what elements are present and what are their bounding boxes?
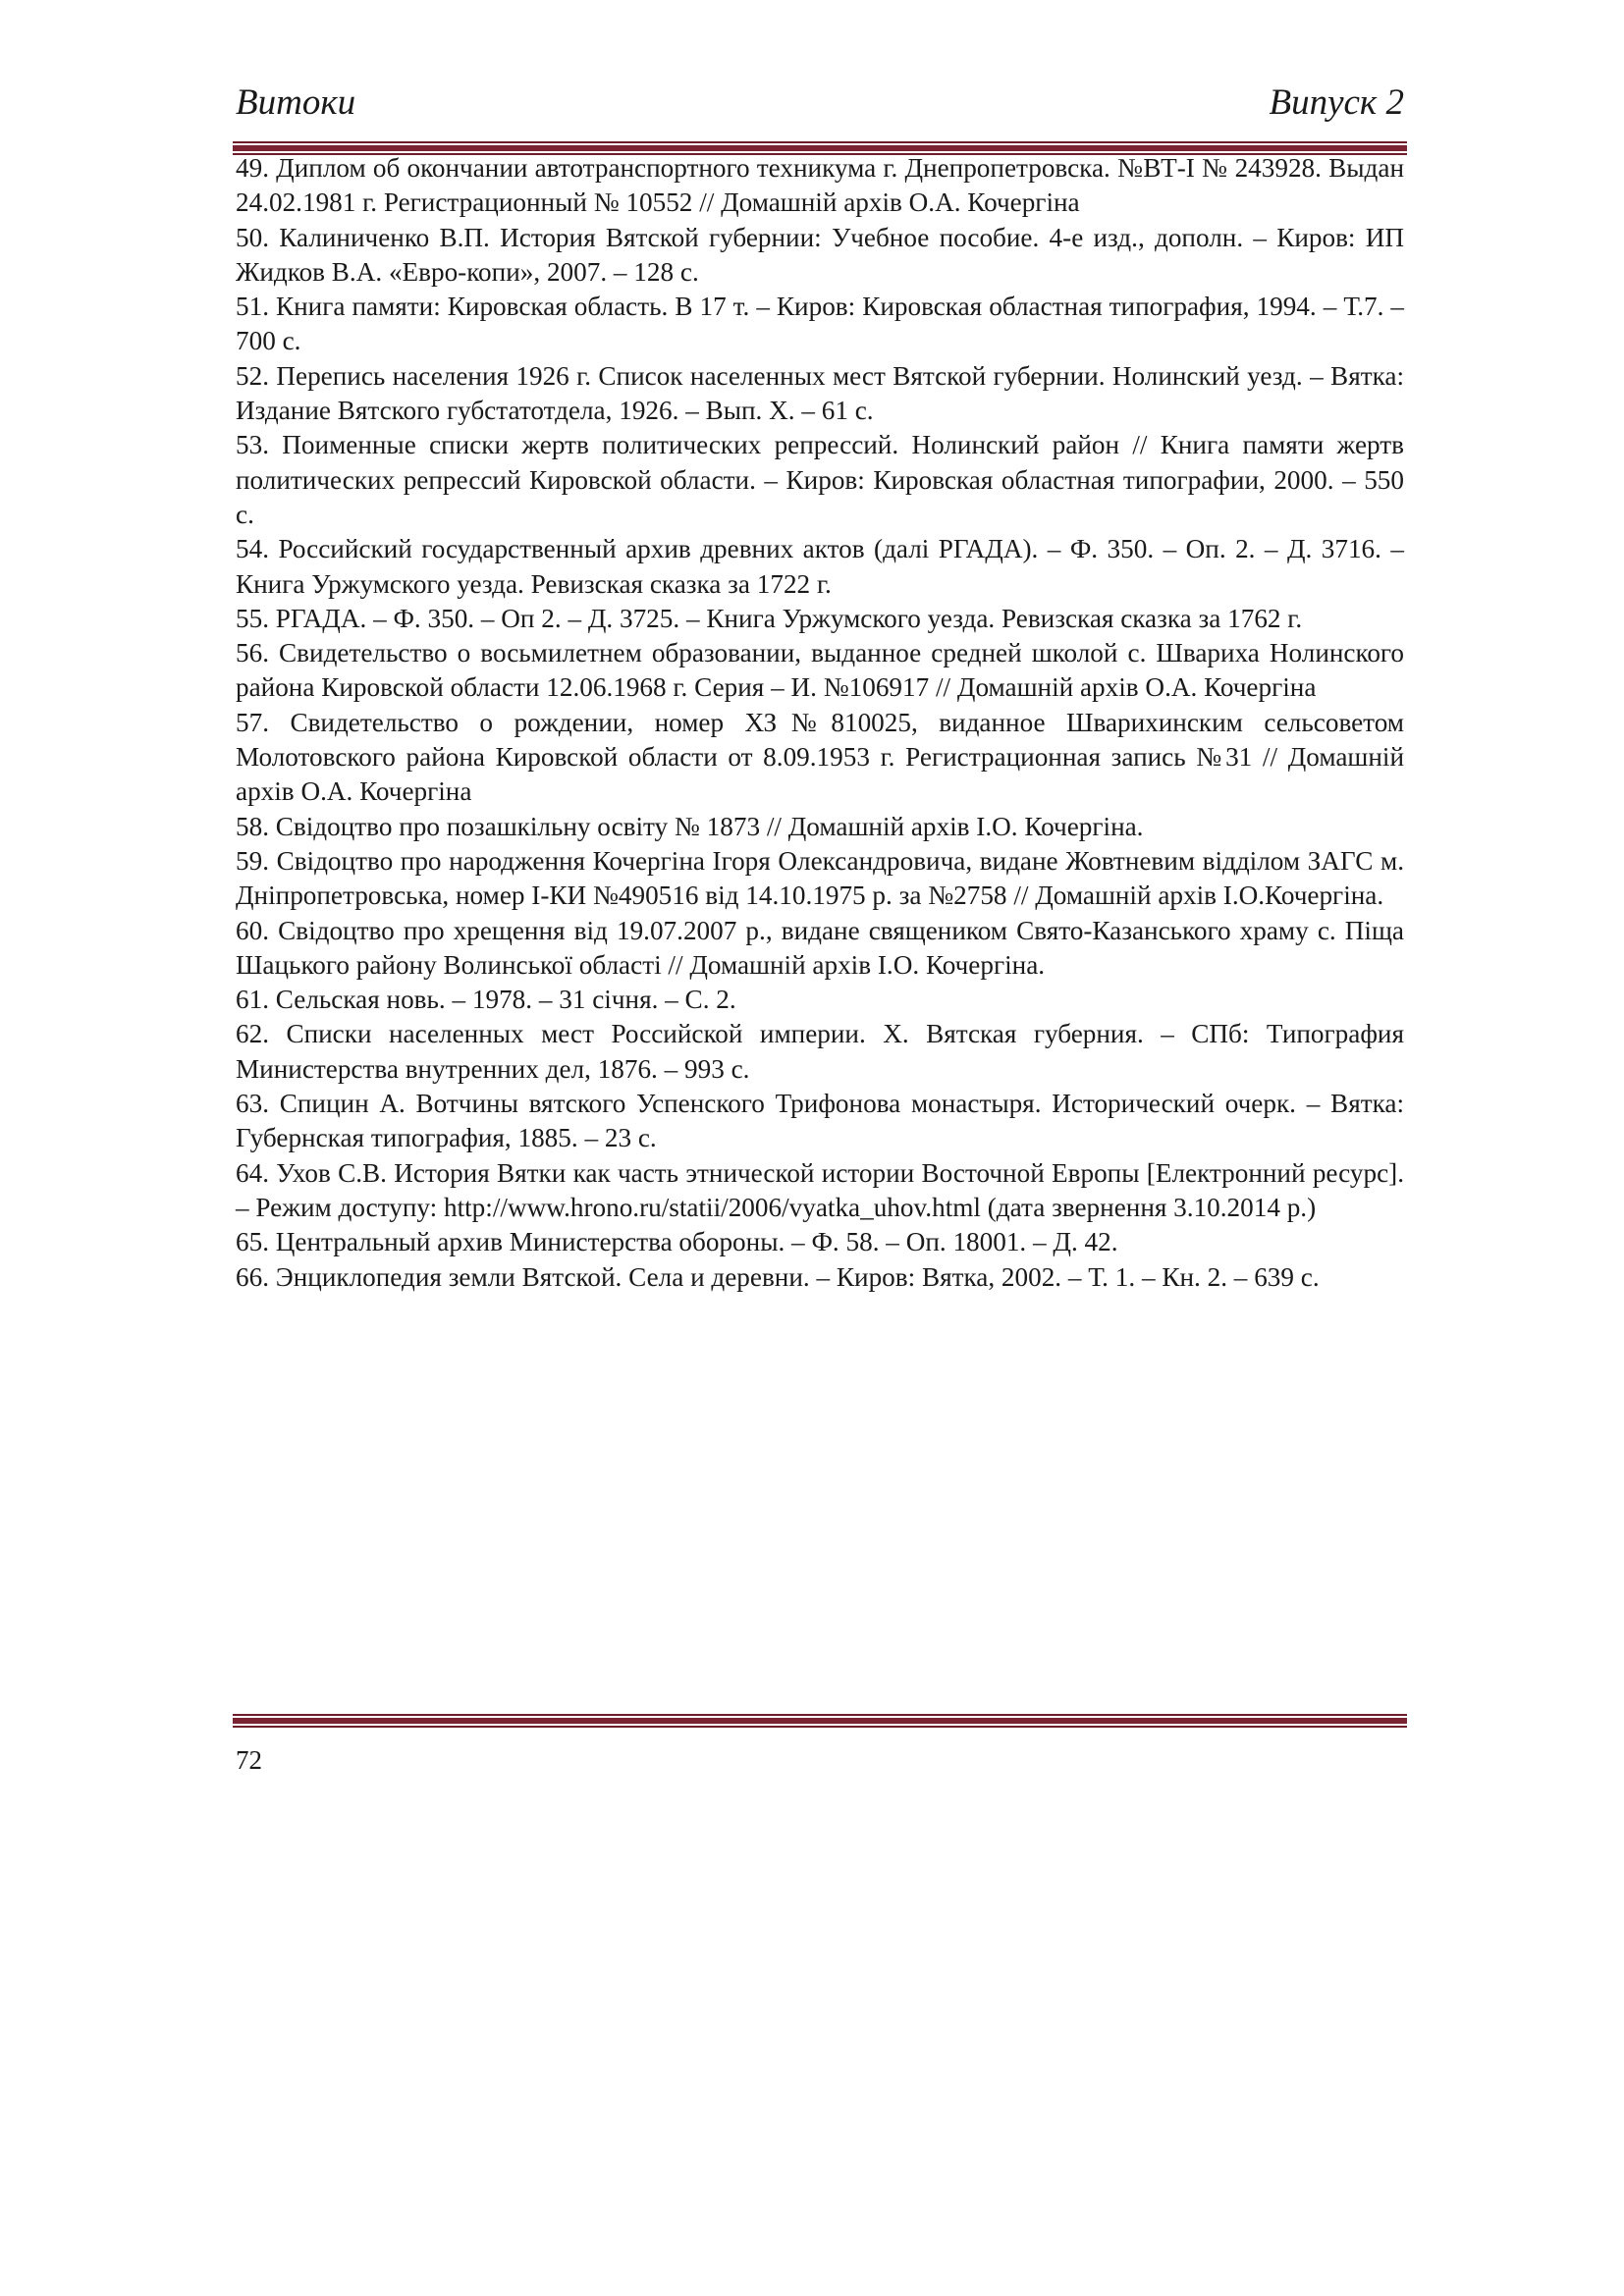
reference-entry: 63. Спицин А. Вотчины вятского Успенского Трифонова монастыря. Исторический очерк. – Вятка: Губернская типография, 1885. – 23 с. [236,1089,1404,1153]
reference-entry: 49. Диплом об окончании автотранспортного техникума г. Днепропетровска. №ВТ-І № 243928. Выдан 24.02.1981 г. Регистрационный № 10552 // Домашній архів О.А. Кочергіна [236,153,1404,218]
references-list [236,151,1404,1295]
reference-entry: 62. Списки населенных мест Российской империи. Х. Вятская губерния. – СПб: Типография Министерства внутренних дел, 1876. – 993 с. [236,1019,1404,1084]
reference-entry: 50. Калиниченко В.П. История Вятской губернии: Учебное пособие. 4-е изд., дополн. – Киров: ИП Жидков В.А. «Евро-копи», 2007. – 128 с. [236,222,1404,287]
footer-divider [233,1714,1407,1728]
reference-entry: 58. Свідоцтво про позашкільну освіту № 1873 // Домашній архів І.О. Кочергіна. [236,811,1144,841]
reference-entry: 66. Энциклопедия земли Вятской. Села и деревни. – Киров: Вятка, 2002. – Т. 1. – Кн. 2. – 639 с. [236,1261,1320,1292]
reference-entry: 59. Свідоцтво про народження Кочергіна Ігоря Олександровича, видане Жовтневим відділом ЗАГС м. Дніпропетровська, номер І-КИ №490516 від 14.10.1975 р. за №2758 // Домашній архів І.О.Кочергіна. [236,845,1404,911]
issue-label: Випуск 2 [1269,82,1404,123]
reference-entry: 53. Поименные списки жертв политических репрессий. Нолинский район // Книга памяти жертв политических репрессий Кировской области. – Киров: Кировская областная типографии, 2000. – 550 с. [236,430,1404,529]
reference-entry: 56. Свидетельство о восьмилетнем образовании, выданное средней школой с. Швариха Нолинского района Кировской области 12.06.1968 г. Серия – И. №106917 // Домашній архів О.А. Кочергіна [236,638,1404,703]
running-header [236,79,1404,128]
page-number: 72 [236,1745,262,1775]
reference-entry: 61. Сельская новь. – 1978. – 31 січня. – С. 2. [236,985,736,1015]
reference-entry: 51. Книга памяти: Кировская область. В 17 т. – Киров: Кировская областная типография, 1994. – Т.7. – 700 с. [236,292,1404,356]
journal-title: Витоки [236,82,356,123]
reference-entry: 60. Свідоцтво про хрещення від 19.07.2007 р., видане священиком Свято-Казанського храму с. Піща Шацького району Волинської області // Домашній архів І.О. Кочергіна. [236,915,1404,980]
reference-entry: 64. Ухов С.В. История Вятки как часть этнической истории Восточной Европы [Електронний ресурс]. – Режим доступу: http://www.hrono.ru/statii/2006/vyatka_uhov.html (дата звернення 3.10.2014 р.) [236,1157,1404,1222]
reference-entry: 55. РГАДА. – Ф. 350. – Оп 2. – Д. 3725. – Книга Уржумского уезда. Ревизская сказка за 1762 г. [236,603,1303,633]
reference-entry: 54. Российский государственный архив древних актов (далі РГАДА). – Ф. 350. – Оп. 2. – Д. 3716. – Книга Уржумского уезда. Ревизская сказка за 1722 г. [236,534,1404,599]
reference-entry: 52. Перепись населения 1926 г. Список населенных мест Вятской губернии. Нолинский уезд. – Вятка: Издание Вятского губстатотдела, 1926. – Вып. Х. – 61 с. [236,360,1404,426]
reference-entry: 57. Свидетельство о рождении, номер ХЗ№810025, виданное Шварихинским сельсоветом Молотовского района Кировской области от 8.09.1953 г. Регистрационная запись №31 // Домашній архів О.А. Кочергіна [236,707,1404,807]
reference-entry: 65. Центральный архив Министерства обороны. – Ф. 58. – Оп. 18001. – Д. 42. [236,1227,1118,1257]
